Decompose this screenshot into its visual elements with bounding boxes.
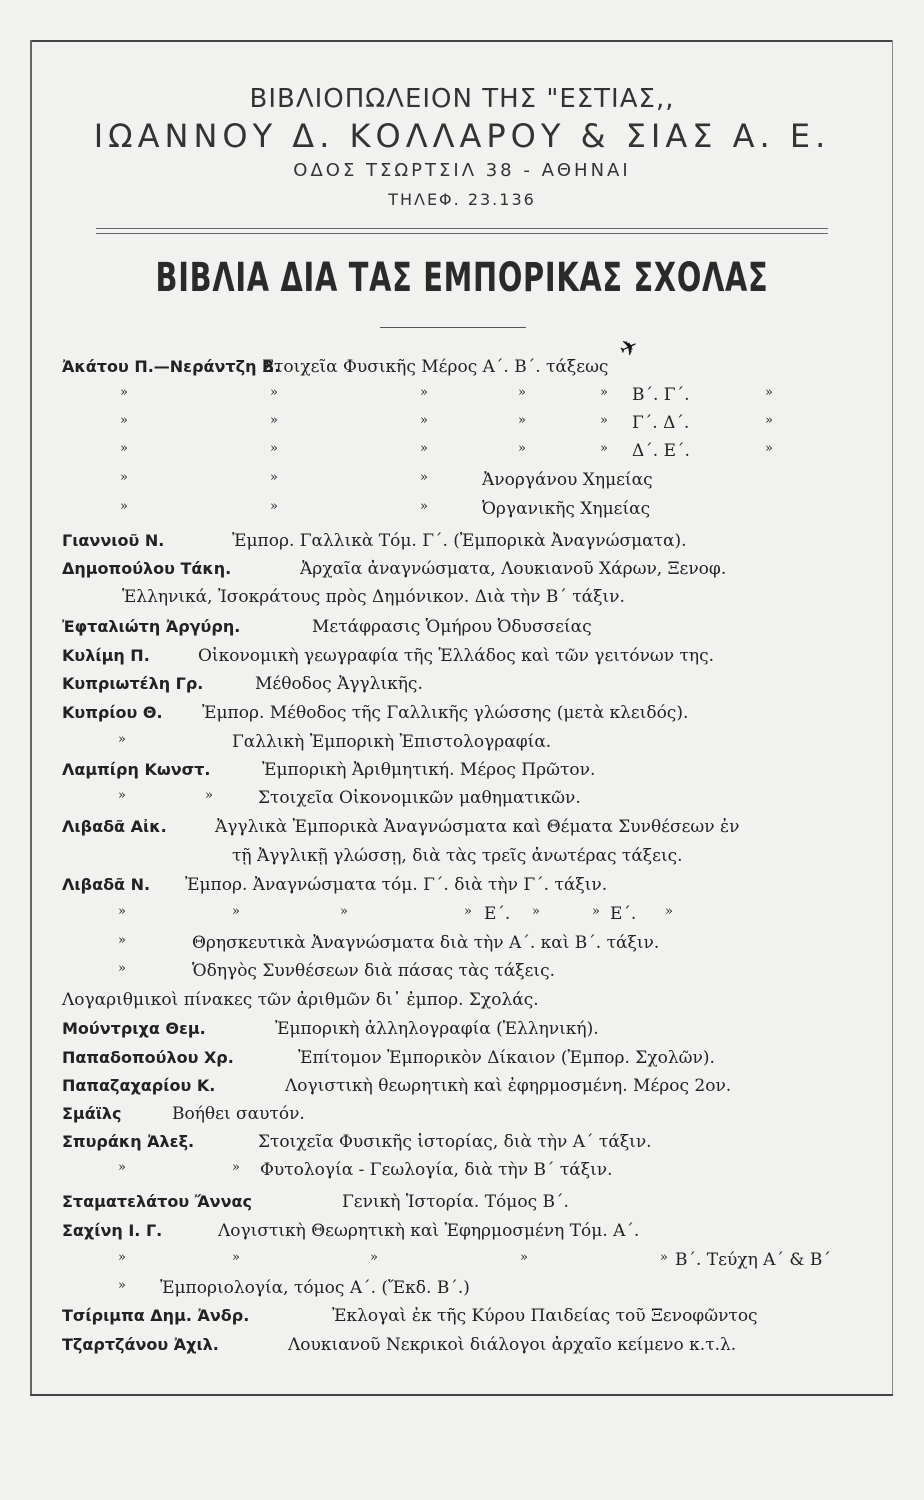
author: Κυλίμη Π.	[62, 646, 150, 665]
author: Ἐφταλιώτη Ἀργύρη.	[62, 617, 241, 636]
list-item	[0, 617, 924, 643]
ditto-mark: »	[518, 385, 526, 400]
ditto-mark: »	[532, 904, 540, 919]
book-title: Λογιστικὴ θεωρητικὴ καὶ ἐφηρμοσμένη. Μέρος 2ον.	[285, 1076, 732, 1096]
author: Ἀκάτου Π.—Νεράντζη Β.	[62, 357, 281, 376]
book-title: Λογαριθμικοὶ πίνακες τῶν ἀριθμῶν δι᾽ ἐμπορ. Σχολάς.	[62, 990, 539, 1010]
book-title: Λουκιανοῦ Νεκρικοὶ διάλογοι ἀρχαῖο κείμενο κ.τ.λ.	[288, 1335, 737, 1355]
book-title: Ε΄.	[484, 904, 511, 924]
ditto-mark: »	[118, 961, 126, 976]
book-title: Γαλλικὴ Ἐμπορικὴ Ἐπιστολογραφία.	[232, 732, 552, 752]
author: Μούντριχα Θεμ.	[62, 1019, 206, 1038]
book-title: Στοιχεῖα Φυσικῆς ἱστορίας, διὰ τὴν Α΄ τάξιν.	[258, 1132, 652, 1152]
list-item	[0, 385, 924, 411]
book-title: Γενικὴ Ἱστορία. Τόμος Β΄.	[342, 1192, 569, 1212]
book-title: Ἀγγλικὰ Ἐμπορικὰ Ἀναγνώσματα καὶ Θέματα Συνθέσεων ἐν	[215, 817, 740, 837]
ditto-mark: »	[420, 470, 428, 485]
book-title: Μέθοδος Ἀγγλικῆς.	[255, 674, 423, 694]
author: Παπαδοπούλου Χρ.	[62, 1048, 234, 1067]
ditto-mark: »	[518, 413, 526, 428]
title-rule	[380, 327, 526, 328]
ditto-mark: »	[340, 904, 348, 919]
author: Τζαρτζάνου Ἀχιλ.	[62, 1335, 219, 1354]
book-title: Ἑλληνικά, Ἰσοκράτους πρὸς Δημόνικον. Διὰ τὴν Β΄ τάξιν.	[122, 587, 625, 607]
list-item	[0, 904, 924, 930]
ditto-mark: »	[518, 441, 526, 456]
list-item	[0, 674, 924, 700]
book-title: Ε΄.	[610, 904, 637, 924]
list-item	[0, 1160, 924, 1186]
ditto-mark: »	[232, 1250, 240, 1265]
book-title: Ἐμπορικὴ ἀλληλογραφία (Ἑλληνική).	[275, 1019, 599, 1039]
ditto-mark: »	[270, 413, 278, 428]
book-title: Ὀργανικῆς Χημείας	[482, 499, 651, 519]
frame-top-border	[30, 40, 893, 42]
list-item	[0, 1076, 924, 1102]
ditto-mark: »	[232, 904, 240, 919]
ditto-mark: »	[660, 1250, 668, 1265]
ditto-mark: »	[270, 441, 278, 456]
ditto-mark: »	[270, 499, 278, 514]
book-title: Θρησκευτικὰ Ἀναγνώσματα διὰ τὴν Α΄. καὶ Β΄. τάξιν.	[192, 933, 660, 953]
author: Λαμπίρη Κωνστ.	[62, 760, 211, 779]
list-item	[0, 499, 924, 525]
ditto-mark: »	[420, 499, 428, 514]
ditto-mark: »	[120, 385, 128, 400]
ditto-mark: »	[420, 385, 428, 400]
list-item	[0, 1250, 924, 1276]
book-title: Στοιχεῖα Οἰκονομικῶν μαθηματικῶν.	[258, 788, 581, 808]
author: Γιαννιοῦ Ν.	[62, 531, 165, 550]
book-title: Ἐκλογαὶ ἐκ τῆς Κύρου Παιδείας τοῦ Ξενοφῶντος	[332, 1306, 758, 1326]
book-title: Γ΄. Δ΄.	[632, 413, 690, 433]
list-item	[0, 441, 924, 467]
list-item	[0, 1132, 924, 1158]
ditto-mark: »	[118, 933, 126, 948]
author: Παπαζαχαρίου Κ.	[62, 1076, 216, 1095]
list-item	[0, 961, 924, 987]
list-item	[0, 732, 924, 758]
list-item	[0, 1278, 924, 1304]
ditto-mark: »	[118, 1160, 126, 1175]
book-title: Λογιστικὴ Θεωρητικὴ καὶ Ἐφηρμοσμένη Τόμ. Α΄.	[218, 1221, 640, 1241]
ditto-mark: »	[120, 413, 128, 428]
book-title: τῇ Ἀγγλικῇ γλώσσῃ, διὰ τὰς τρεῖς ἀνωτέρας τάξεις.	[232, 846, 683, 866]
ditto-mark: »	[600, 385, 608, 400]
book-title: Δ΄. Ε΄.	[632, 441, 690, 461]
ditto-mark: »	[765, 441, 773, 456]
book-title: Ὁδηγὸς Συνθέσεων διὰ πάσας τὰς τάξεις.	[192, 961, 555, 981]
ditto-mark: »	[120, 441, 128, 456]
ditto-mark: »	[118, 1278, 126, 1293]
list-item	[0, 1019, 924, 1045]
phone: ΤΗΛΕΦ. 23.136	[388, 190, 536, 209]
book-title: Μετάφρασις Ὁμήρου Ὀδυσσείας	[312, 617, 592, 637]
ditto-mark: »	[464, 904, 472, 919]
book-title: Ἐμπορ. Ἀναγνώσματα τόμ. Γ΄. διὰ τὴν Γ΄. τάξιν.	[185, 875, 608, 895]
author: Λιβαδᾶ Ν.	[62, 875, 151, 894]
ditto-mark: »	[765, 413, 773, 428]
book-title: Στοιχεῖα Φυσικῆς Μέρος Α΄. Β΄. τάξεως	[262, 357, 609, 377]
author: Κυπριωτέλη Γρ.	[62, 674, 204, 693]
book-title: Β΄. Τεύχη Α΄ & Β΄	[675, 1250, 831, 1270]
list-item	[0, 788, 924, 814]
ditto-mark: »	[420, 413, 428, 428]
ditto-mark: »	[118, 732, 126, 747]
ditto-mark: »	[600, 413, 608, 428]
author: Τσίριμπα Δημ. Ἀνδρ.	[62, 1306, 250, 1325]
list-item	[0, 531, 924, 557]
book-title: Ἐμπορικὴ Ἀριθμητική. Μέρος Πρῶτον.	[262, 760, 596, 780]
ditto-mark: »	[232, 1160, 240, 1175]
book-title: Βοήθει σαυτόν.	[172, 1104, 305, 1124]
page-title: ΒΙΒΛΙΑ ΔΙΑ ΤΑΣ ΕΜΠΟΡΙΚΑΣ ΣΧΟΛΑΣ	[155, 255, 769, 301]
list-item	[0, 1192, 924, 1218]
book-title: Ἀνοργάνου Χημείας	[482, 470, 653, 490]
ditto-mark: »	[118, 788, 126, 803]
book-title: Ἐπίτομον Ἐμπορικὸν Δίκαιον (Ἐμπορ. Σχολῶν).	[298, 1048, 715, 1068]
book-title: Ἐμπορ. Γαλλικὰ Τόμ. Γ΄. (Ἐμπορικὰ Ἀναγνώσματα).	[232, 531, 687, 551]
list-item	[0, 1221, 924, 1247]
ditto-mark: »	[270, 470, 278, 485]
bookshop-name: ΒΙΒΛΙΟΠΩΛΕΙΟΝ ΤΗΣ "ΕΣΤΙΑΣ,,	[249, 84, 675, 114]
author: Σταματελάτου Ἄννας	[62, 1192, 252, 1211]
book-title: Φυτολογία - Γεωλογία, διὰ τὴν Β΄ τάξιν.	[260, 1160, 613, 1180]
ditto-mark: »	[118, 1250, 126, 1265]
ditto-mark: »	[270, 385, 278, 400]
list-item	[0, 1306, 924, 1332]
list-item	[0, 1048, 924, 1074]
list-item	[0, 1335, 924, 1361]
ditto-mark: »	[120, 470, 128, 485]
double-rule	[96, 228, 828, 234]
list-item	[0, 470, 924, 496]
list-item	[0, 760, 924, 786]
list-item	[0, 817, 924, 843]
book-title: Β΄. Γ΄.	[632, 385, 690, 405]
ditto-mark: »	[420, 441, 428, 456]
list-item	[0, 875, 924, 901]
publisher-name: ΙΩΑΝΝΟΥ Δ. ΚΟΛΛΑΡΟΥ & ΣΙΑΣ Α. Ε.	[93, 117, 831, 155]
frame-bottom-border	[30, 1394, 893, 1396]
ditto-mark: »	[520, 1250, 528, 1265]
author: Σαχίνη Ι. Γ.	[62, 1221, 163, 1240]
book-title: Ἀρχαῖα ἀναγνώσματα, Λουκιανοῦ Χάρων, Ξενοφ.	[300, 559, 727, 579]
author: Δημοπούλου Τάκη.	[62, 559, 232, 578]
list-item	[0, 846, 924, 872]
address: ΟΔΟΣ ΤΣΩΡΤΣΙΛ 38 - ΑΘΗΝΑΙ	[293, 160, 631, 181]
ditto-mark: »	[118, 904, 126, 919]
ditto-mark: »	[370, 1250, 378, 1265]
book-title: Ἐμποριολογία, τόμος Α΄. (Ἔκδ. Β΄.)	[160, 1278, 470, 1298]
list-item	[0, 413, 924, 439]
book-title: Ἐμπορ. Μέθοδος τῆς Γαλλικῆς γλώσσης (μετὰ κλειδός).	[202, 703, 689, 723]
list-item	[0, 990, 924, 1016]
list-item	[0, 703, 924, 729]
ditto-mark: »	[600, 441, 608, 456]
list-item	[0, 357, 924, 383]
author: Λιβαδᾶ Αἰκ.	[62, 817, 167, 836]
book-title: Οἰκονομικὴ γεωγραφία τῆς Ἑλλάδος καὶ τῶν γειτόνων της.	[198, 646, 715, 666]
list-item	[0, 933, 924, 959]
list-item	[0, 559, 924, 585]
author: Σμάϊλς	[62, 1104, 122, 1123]
ditto-mark: »	[592, 904, 600, 919]
author: Κυπρίου Θ.	[62, 703, 163, 722]
bird-mark-icon: ✈	[615, 333, 643, 364]
ditto-mark: »	[205, 788, 213, 803]
ditto-mark: »	[765, 385, 773, 400]
list-item	[0, 646, 924, 672]
list-item	[0, 587, 924, 613]
ditto-mark: »	[665, 904, 673, 919]
author: Σπυράκη Ἀλεξ.	[62, 1132, 195, 1151]
ditto-mark: »	[120, 499, 128, 514]
list-item	[0, 1104, 924, 1130]
